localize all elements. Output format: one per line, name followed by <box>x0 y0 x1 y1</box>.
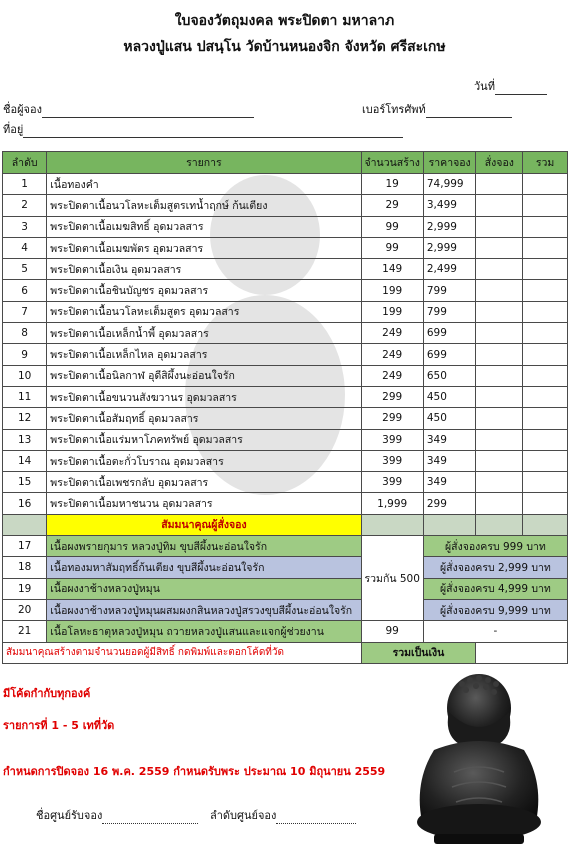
note-schedule: กำหนดการปิดจอง 16 พ.ค. 2559 กำหนดรับพระ ประมาณ 10 มิถุนายน 2559 <box>3 765 386 778</box>
row-item: เนื้อโลหะธาตุหลวงปู่หมุน ถวายหลวงปู่แสนและแจกผู้ช่วยงาน <box>47 621 361 642</box>
row-order-cell[interactable] <box>476 323 523 344</box>
bonus-header: สัมมนาคุณผู้สั่งจอง <box>47 514 361 535</box>
row-no: 6 <box>3 280 47 301</box>
col-header-no: ลำดับ <box>3 152 47 174</box>
table-row <box>3 578 568 599</box>
row-no: 5 <box>3 259 47 280</box>
row-item: พระปิดตาเนื้อเพชรกลับ อุดมวลสาร <box>47 472 361 493</box>
document-title: ใบจองวัตถุมงคล พระปิดตา มหาลาภ <box>174 13 395 29</box>
table-row <box>3 195 568 216</box>
row-qty: 29 <box>361 195 423 216</box>
row-no: 17 <box>3 536 47 557</box>
row-item: พระปิดตาเนื้อนวโลหะเต็มสูตร อุดมวลสาร <box>47 301 361 322</box>
row-dash: - <box>423 621 567 642</box>
row-total-cell[interactable] <box>523 408 568 429</box>
row-price: 349 <box>423 450 476 471</box>
row-order-cell[interactable] <box>476 450 523 471</box>
table-row <box>3 344 568 365</box>
table-footer-row <box>3 642 568 663</box>
row-price: 2,999 <box>423 216 476 237</box>
row-price: 2,999 <box>423 237 476 258</box>
row-no: 11 <box>3 386 47 407</box>
note-code: มีโค้ดกำกับทุกองค์ <box>3 687 91 700</box>
row-order-cell[interactable] <box>476 365 523 386</box>
table-row <box>3 493 568 514</box>
row-total-cell[interactable] <box>523 344 568 365</box>
row-item: พระปิดตาเนื้อสัมฤทธิ์ อุดมวลสาร <box>47 408 361 429</box>
row-no: 15 <box>3 472 47 493</box>
bonus-total-qty: รวมกัน 500 <box>361 536 423 621</box>
row-no: 16 <box>3 493 47 514</box>
footer-note: สัมมนาคุณสร้างตามจำนวนยอดผู้มีสิทธิ์ กดพิมพ์และตอกโค้ดที่วัด <box>3 642 362 663</box>
row-qty: 199 <box>361 301 423 322</box>
receiver-label: ชื่อศูนย์รับจอง <box>36 809 103 822</box>
row-price: 3,499 <box>423 195 476 216</box>
table-row <box>3 386 568 407</box>
bonus-condition: ผู้สั่งจองครบ 9,999 บาท <box>423 599 567 620</box>
date-line <box>495 84 547 95</box>
bonus-condition: ผู้สั่งจองครบ 2,999 บาท <box>423 557 567 578</box>
row-item: พระปิดตาเนื้อตะกั่วโบราณ อุดมวลสาร <box>47 450 361 471</box>
center-no-label: ลำดับศูนย์จอง <box>210 809 277 822</box>
row-item: พระปิดตาเนื้อเหล็กไหล อุดมวลสาร <box>47 344 361 365</box>
row-item: เนื้อทองคำ <box>47 174 361 195</box>
date-label: วันที่ <box>474 80 495 93</box>
row-order-cell[interactable] <box>476 408 523 429</box>
row-qty: 399 <box>361 450 423 471</box>
row-price: 349 <box>423 472 476 493</box>
row-total-cell[interactable] <box>523 195 568 216</box>
bonus-condition: ผู้สั่งจองครบ 999 บาท <box>423 536 567 557</box>
row-item: พระปิดตาเนื้อชินบัญชร อุดมวลสาร <box>47 280 361 301</box>
row-qty: 199 <box>361 280 423 301</box>
table-row <box>3 557 568 578</box>
row-no: 4 <box>3 237 47 258</box>
col-header-total: รวม <box>523 152 568 174</box>
row-no: 10 <box>3 365 47 386</box>
row-total-cell[interactable] <box>523 365 568 386</box>
row-order-cell[interactable] <box>476 344 523 365</box>
name-field[interactable] <box>3 100 254 118</box>
row-price: 699 <box>423 323 476 344</box>
row-item: พระปิดตาเนื้อเมฆพัตร อุดมวลสาร <box>47 237 361 258</box>
row-total-cell[interactable] <box>523 301 568 322</box>
row-total-cell[interactable] <box>523 450 568 471</box>
row-qty: 399 <box>361 429 423 450</box>
row-price: 299 <box>423 493 476 514</box>
table-row <box>3 301 568 322</box>
row-no: 2 <box>3 195 47 216</box>
row-no: 13 <box>3 429 47 450</box>
row-item: เนื้อผงงาช้างหลวงปู่หมุน <box>47 578 361 599</box>
address-line <box>23 127 403 138</box>
table-row <box>3 280 568 301</box>
col-header-qty: จำนวนสร้าง <box>361 152 423 174</box>
col-header-price: ราคาจอง <box>423 152 476 174</box>
row-item: พระปิดตาเนื้อเงิน อุดมวลสาร <box>47 259 361 280</box>
row-qty: 249 <box>361 365 423 386</box>
row-qty: 299 <box>361 386 423 407</box>
row-order-cell[interactable] <box>476 216 523 237</box>
row-price: 2,499 <box>423 259 476 280</box>
table-row <box>3 472 568 493</box>
bonus-condition: ผู้สั่งจองครบ 4,999 บาท <box>423 578 567 599</box>
row-price: 799 <box>423 280 476 301</box>
row-order-cell[interactable] <box>476 237 523 258</box>
row-order-cell[interactable] <box>476 386 523 407</box>
receiver-field[interactable] <box>36 806 198 824</box>
col-header-order: สั่งจอง <box>476 152 523 174</box>
name-line <box>42 107 254 118</box>
phone-label: เบอร์โทรศัพท์ <box>362 103 426 116</box>
row-qty: 299 <box>361 408 423 429</box>
row-total-cell[interactable] <box>523 216 568 237</box>
row-qty: 1,999 <box>361 493 423 514</box>
table-row <box>3 365 568 386</box>
row-price: 799 <box>423 301 476 322</box>
phone-line <box>426 107 512 118</box>
document-subtitle: หลวงปู่แสน ปสนฺโน วัดบ้านหนองจิก จังหวัด ศรีสะเกษ <box>123 39 446 55</box>
row-qty: 99 <box>361 216 423 237</box>
row-qty: 19 <box>361 174 423 195</box>
row-total-cell[interactable] <box>523 429 568 450</box>
row-total-cell[interactable] <box>523 493 568 514</box>
row-price: 74,999 <box>423 174 476 195</box>
row-order-cell[interactable] <box>476 195 523 216</box>
note-items: รายการที่ 1 - 5 เทที่วัด <box>3 719 115 732</box>
date-field[interactable] <box>474 77 547 95</box>
row-item: พระปิดตาเนื้อมหาชนวน อุดมวลสาร <box>47 493 361 514</box>
row-qty: 249 <box>361 323 423 344</box>
row-price: 450 <box>423 386 476 407</box>
table-row <box>3 174 568 195</box>
row-order-cell[interactable] <box>476 259 523 280</box>
total-label: รวมเป็นเงิน <box>361 642 476 663</box>
table-row <box>3 599 568 620</box>
name-label: ชื่อผู้จอง <box>3 103 42 116</box>
order-table <box>2 151 568 664</box>
center-no-dots <box>276 813 356 824</box>
amulet-photo-icon <box>404 672 554 846</box>
row-total-cell[interactable] <box>523 323 568 344</box>
row-price: 650 <box>423 365 476 386</box>
table-row <box>3 323 568 344</box>
row-no: 18 <box>3 557 47 578</box>
row-no: 9 <box>3 344 47 365</box>
row-price: 699 <box>423 344 476 365</box>
row-item: พระปิดตาเนื้อนวโลหะเต็มสูตรเทน้ำฤกษ์ ก้นเตียง <box>47 195 361 216</box>
row-item: เนื้อผงงาช้างหลวงปู่หมุนผสมผงกสินหลวงปู่สรวงขุบสีผึ้งนะอ่อนใจรัก <box>47 599 361 620</box>
address-label: ที่อยู่ <box>3 123 24 136</box>
row-order-cell[interactable] <box>476 280 523 301</box>
row-no: 12 <box>3 408 47 429</box>
table-row <box>3 450 568 471</box>
table-row <box>3 216 568 237</box>
row-item: พระปิดตาเนื้อเมฆสิทธิ์ อุดมวลสาร <box>47 216 361 237</box>
row-qty: 99 <box>361 237 423 258</box>
table-row <box>3 408 568 429</box>
row-no: 8 <box>3 323 47 344</box>
row-no: 1 <box>3 174 47 195</box>
row-qty: 99 <box>361 621 423 642</box>
table-row <box>3 536 568 557</box>
row-item: พระปิดตาเนื้อเหล็กน้ำพี้ อุดมวลสาร <box>47 323 361 344</box>
row-order-cell[interactable] <box>476 472 523 493</box>
center-no-field[interactable] <box>210 806 356 824</box>
col-header-item: รายการ <box>47 152 361 174</box>
table-row <box>3 429 568 450</box>
row-price: 349 <box>423 429 476 450</box>
table-row <box>3 621 568 642</box>
row-no: 3 <box>3 216 47 237</box>
row-total-cell[interactable] <box>523 237 568 258</box>
row-total-cell[interactable] <box>523 472 568 493</box>
grand-total-cell[interactable] <box>476 642 568 663</box>
row-no: 14 <box>3 450 47 471</box>
address-field[interactable] <box>3 120 403 138</box>
row-no: 20 <box>3 599 47 620</box>
row-price: 450 <box>423 408 476 429</box>
row-qty: 149 <box>361 259 423 280</box>
row-total-cell[interactable] <box>523 280 568 301</box>
row-total-cell[interactable] <box>523 386 568 407</box>
row-qty: 399 <box>361 472 423 493</box>
row-order-cell[interactable] <box>476 174 523 195</box>
row-no: 19 <box>3 578 47 599</box>
table-header-row <box>3 152 568 174</box>
table-row <box>3 259 568 280</box>
row-qty: 249 <box>361 344 423 365</box>
table-row <box>3 237 568 258</box>
phone-field[interactable] <box>362 100 512 118</box>
row-order-cell[interactable] <box>476 493 523 514</box>
bonus-header-row <box>3 514 568 535</box>
receiver-dots <box>102 813 198 824</box>
row-item: พระปิดตาเนื้อแร่มหาโภคทรัพย์ อุดมวลสาร <box>47 429 361 450</box>
row-order-cell[interactable] <box>476 301 523 322</box>
row-item: พระปิดตาเนื้อขนวนสังฆวานร อุดมวลสาร <box>47 386 361 407</box>
row-item: เนื้อผงพรายกุมาร หลวงปู่ทิม ขุบสีผึ้งนะอ่อนใจรัก <box>47 536 361 557</box>
row-total-cell[interactable] <box>523 259 568 280</box>
row-no: 7 <box>3 301 47 322</box>
row-order-cell[interactable] <box>476 429 523 450</box>
row-no: 21 <box>3 621 47 642</box>
row-item: พระปิดตาเนื้อนิลกาฬ อุดีสิผึ้งนะอ่อนใจรัก <box>47 365 361 386</box>
row-total-cell[interactable] <box>523 174 568 195</box>
row-item: เนื้อทองมหาสัมฤทธิ์ก้นเตียง ขุบสีผึ้งนะอ่อนใจรัก <box>47 557 361 578</box>
